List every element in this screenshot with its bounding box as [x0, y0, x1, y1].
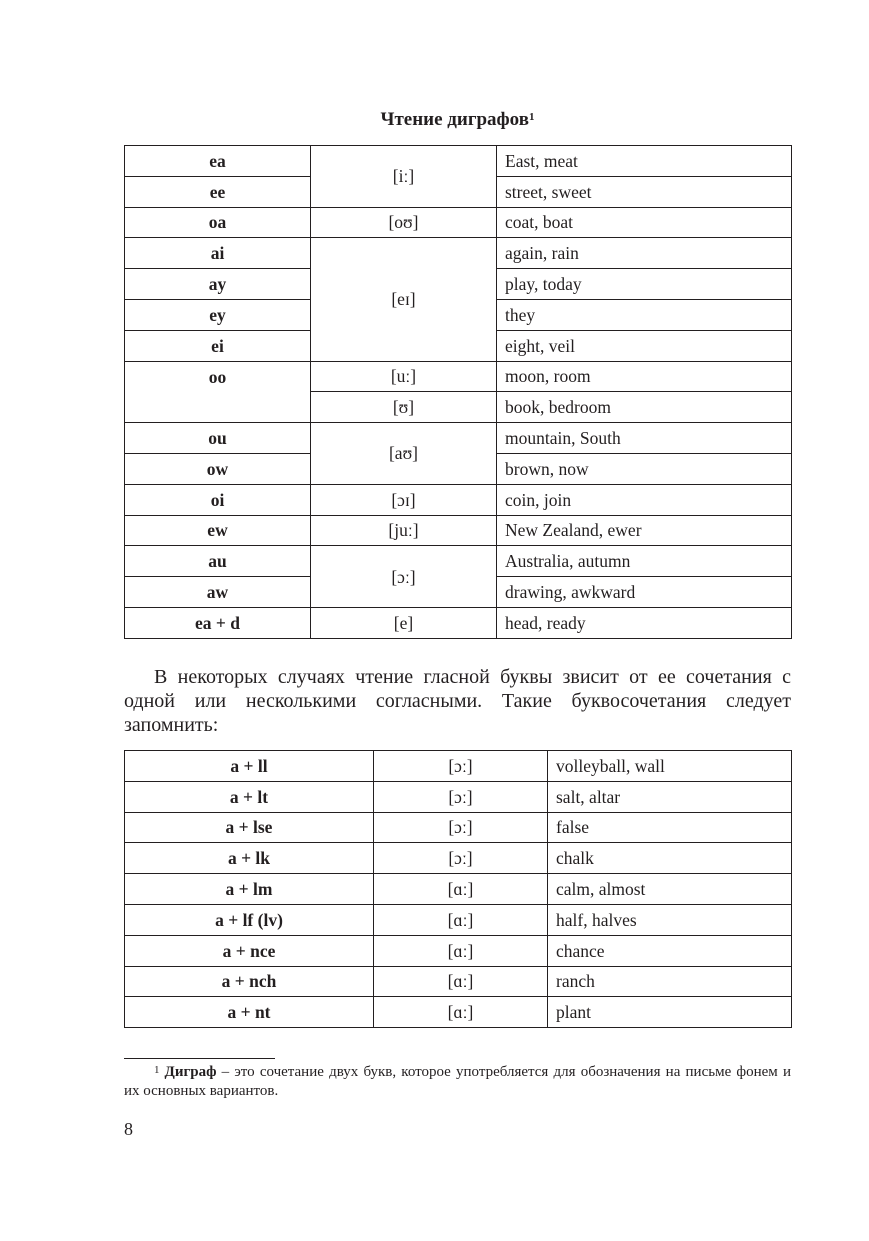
example-cell: head, ready: [497, 607, 792, 638]
example-cell: book, bedroom: [497, 392, 792, 423]
phonetic-cell: [uː]: [311, 361, 497, 392]
table-row: [125, 607, 792, 638]
footnote-term: Диграф: [164, 1064, 217, 1080]
table-row: [125, 874, 792, 905]
example-cell: play, today: [497, 269, 792, 300]
table-row: [125, 751, 792, 782]
phonetic-cell: [juː]: [311, 515, 497, 546]
title-text: Чтение диграфов: [380, 109, 529, 130]
table-row: [125, 843, 792, 874]
example-cell: chalk: [548, 843, 792, 874]
phonetic-cell: [ɔː]: [374, 751, 548, 782]
phonetic-cell: [ʊ]: [311, 392, 497, 423]
example-cell: ranch: [548, 966, 792, 997]
example-cell: volleyball, wall: [548, 751, 792, 782]
phonetic-cell: [ɔː]: [374, 812, 548, 843]
example-cell: they: [497, 299, 792, 330]
digraph-cell: ey: [125, 299, 311, 330]
example-cell: again, rain: [497, 238, 792, 269]
phonetic-cell: [ɑː]: [374, 874, 548, 905]
phonetic-cell: [ɔɪ]: [311, 484, 497, 515]
phonetic-cell: [iː]: [311, 146, 497, 208]
phonetic-cell: [e]: [311, 607, 497, 638]
example-cell: plant: [548, 997, 792, 1028]
digraph-cell: ei: [125, 330, 311, 361]
table-row: [125, 207, 792, 238]
digraph-cell: ow: [125, 453, 311, 484]
table-row: [125, 238, 792, 269]
footnote-mark: 1: [154, 1064, 160, 1076]
example-cell: Australia, autumn: [497, 546, 792, 577]
digraph-cell: oa: [125, 207, 311, 238]
example-cell: street, sweet: [497, 176, 792, 207]
body-paragraph: В некоторых случаях чтение гласной буквы звисит от ее сочетания с одной или несколькими согласными. Такие буквосочетания следует запомнить:: [124, 666, 791, 736]
example-cell: moon, room: [497, 361, 792, 392]
digraph-cell: au: [125, 546, 311, 577]
table-row: [125, 904, 792, 935]
digraph-cell: ea + d: [125, 607, 311, 638]
phonetic-cell: [ɔː]: [311, 546, 497, 608]
combination-cell: a + lk: [125, 843, 374, 874]
combination-cell: a + nt: [125, 997, 374, 1028]
example-cell: coat, boat: [497, 207, 792, 238]
table-row: [125, 484, 792, 515]
table-row: [125, 361, 792, 392]
example-cell: false: [548, 812, 792, 843]
table-row: [125, 997, 792, 1028]
example-cell: eight, veil: [497, 330, 792, 361]
combination-cell: a + lm: [125, 874, 374, 905]
example-cell: half, halves: [548, 904, 792, 935]
title-footnote-mark: 1: [528, 111, 535, 123]
phonetic-cell: [aʊ]: [311, 423, 497, 485]
example-cell: mountain, South: [497, 423, 792, 454]
digraph-cell: ea: [125, 146, 311, 177]
combination-cell: a + lf (lv): [125, 904, 374, 935]
phonetic-cell: [oʊ]: [311, 207, 497, 238]
phonetic-cell: [eɪ]: [311, 238, 497, 361]
example-cell: chance: [548, 935, 792, 966]
combination-cell: a + lt: [125, 781, 374, 812]
digraph-cell: ay: [125, 269, 311, 300]
table-row: [125, 812, 792, 843]
combination-cell: a + lse: [125, 812, 374, 843]
combination-cell: a + nch: [125, 966, 374, 997]
table-row: [125, 935, 792, 966]
table-row: [125, 966, 792, 997]
table-row: [125, 546, 792, 577]
phonetic-cell: [ɔː]: [374, 781, 548, 812]
example-cell: salt, altar: [548, 781, 792, 812]
example-cell: drawing, awkward: [497, 577, 792, 608]
footnote-divider: [124, 1058, 275, 1059]
example-cell: brown, now: [497, 453, 792, 484]
page-number: 8: [124, 1119, 133, 1139]
combination-cell: a + nce: [125, 935, 374, 966]
phonetic-cell: [ɑː]: [374, 935, 548, 966]
combination-cell: a + ll: [125, 751, 374, 782]
footnote: [124, 1063, 791, 1101]
example-cell: New Zealand, ewer: [497, 515, 792, 546]
table-row: [125, 146, 792, 177]
digraph-cell: ew: [125, 515, 311, 546]
digraph-cell: oi: [125, 484, 311, 515]
example-cell: calm, almost: [548, 874, 792, 905]
digraph-table: [124, 145, 792, 639]
section-title: [124, 108, 791, 132]
digraph-cell: ai: [125, 238, 311, 269]
digraph-cell: aw: [125, 577, 311, 608]
phonetic-cell: [ɑː]: [374, 904, 548, 935]
letter-combination-table: [124, 750, 792, 1028]
example-cell: coin, join: [497, 484, 792, 515]
digraph-cell: ou: [125, 423, 311, 454]
table-row: [125, 515, 792, 546]
digraph-cell: oo: [125, 361, 311, 423]
phonetic-cell: [ɑː]: [374, 997, 548, 1028]
table-row: [125, 423, 792, 454]
table-row: [125, 781, 792, 812]
phonetic-cell: [ɑː]: [374, 966, 548, 997]
phonetic-cell: [ɔː]: [374, 843, 548, 874]
footnote-text: – это сочетание двух букв, которое употребляется для обозначения на письме фонем и их основных вариантов.: [124, 1064, 791, 1099]
example-cell: East, meat: [497, 146, 792, 177]
digraph-cell: ee: [125, 176, 311, 207]
